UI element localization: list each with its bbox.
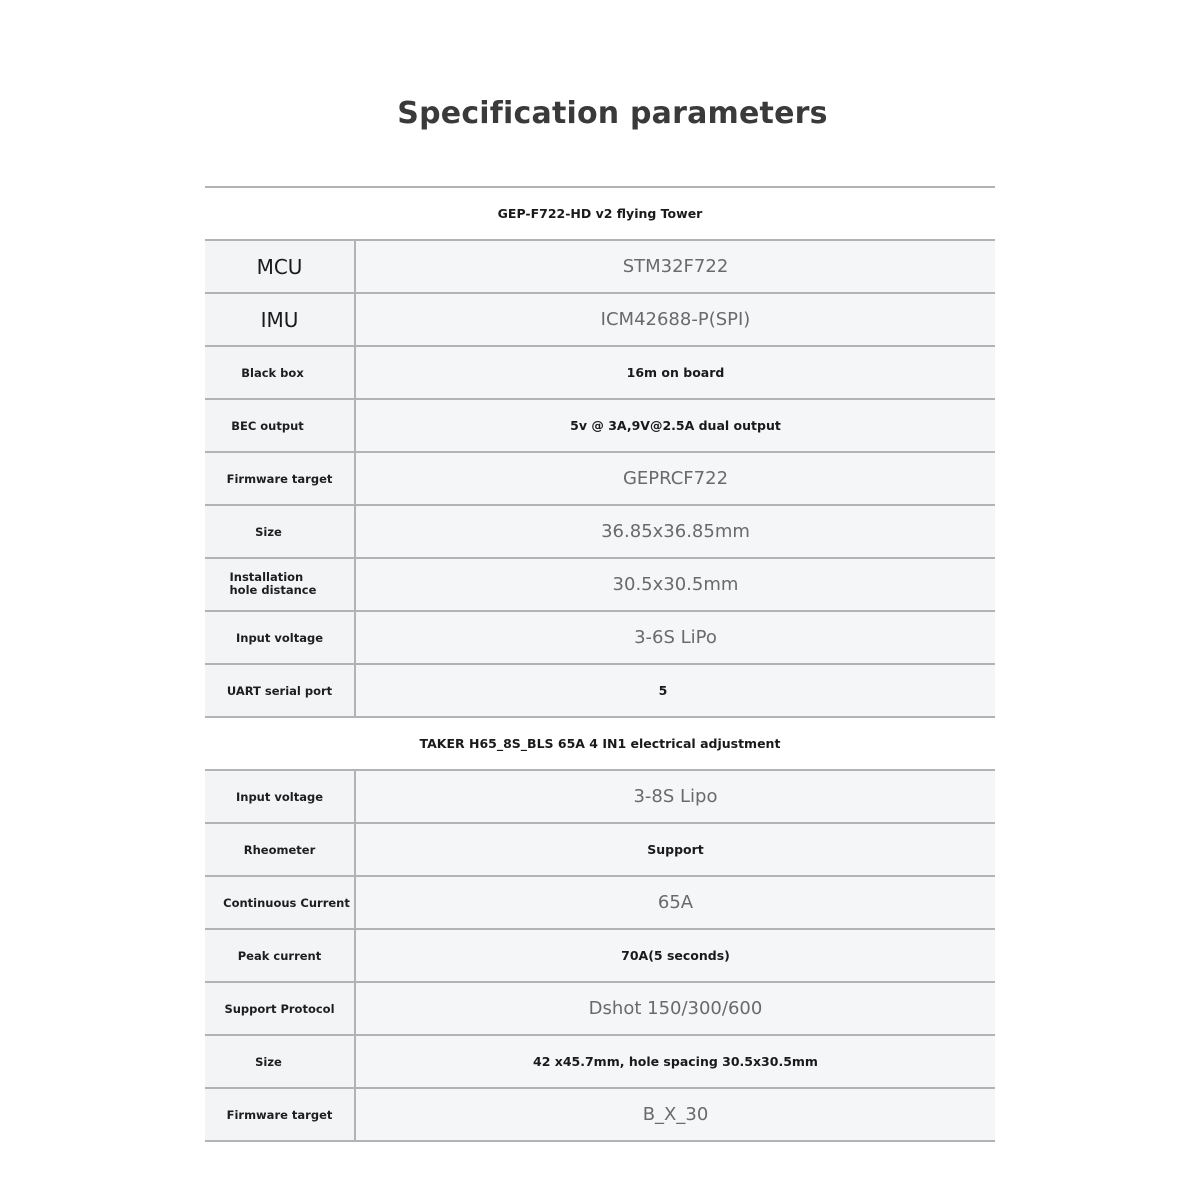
table-row-esc-input-voltage [205,770,995,823]
table-row-firmware-target [205,452,995,505]
table-row-input-voltage [205,611,995,664]
page-title: Specification parameters [397,96,828,131]
row-value: 3-6S LiPo [634,627,717,648]
row-value: 5v @ 3A,9V@2.5A dual output [570,417,781,433]
spec-table [205,186,995,1142]
row-label: Installation hole distance [229,569,317,597]
row-label: Input voltage [235,789,323,804]
row-label: Size [255,1054,282,1069]
row-value: 16m on board [626,364,725,380]
row-value: Dshot 150/300/600 [588,998,763,1019]
section-title: TAKER H65_8S_BLS 65A 4 IN1 electrical adjustment [205,717,995,770]
table-row-black-box [205,346,995,399]
table-row-mcu [205,240,995,293]
table-row-esc-firmware-target [205,1088,995,1141]
row-label: Size [255,524,282,539]
table-row-imu [205,293,995,346]
row-label: IMU [260,307,299,332]
row-label: Continuous Current [223,895,350,910]
row-value: 70A(5 seconds) [621,947,730,963]
row-label: Support Protocol [224,1001,335,1016]
row-value: 36.85x36.85mm [601,521,750,542]
table-row-size [205,505,995,558]
row-label: Peak current [237,948,322,963]
table-row-rheometer [205,823,995,876]
row-label: BEC output [231,418,304,433]
row-value: 3-8S Lipo [633,786,718,807]
table-row-esc-size [205,1035,995,1088]
table-row-uart-serial-port [205,664,995,717]
row-value: STM32F722 [622,256,729,277]
row-label: UART serial port [226,683,333,698]
row-value: B_X_30 [642,1104,709,1125]
row-label: Firmware target [226,1107,333,1122]
row-label: Firmware target [226,471,333,486]
row-label: Input voltage [235,630,323,645]
row-label: Rheometer [243,842,316,857]
table-row-support-protocol [205,982,995,1035]
table-row-bec-output [205,399,995,452]
row-value: 65A [657,892,694,913]
table-row-continuous-current [205,876,995,929]
row-value: ICM42688-P(SPI) [600,309,751,330]
section-header-esc [205,717,995,770]
section-title: GEP-F722-HD v2 flying Tower [205,188,995,240]
row-value: 30.5x30.5mm [612,574,739,595]
row-value: GEPRCF722 [622,468,729,489]
table-row-installation-hole-distance [205,558,995,611]
row-value: 5 [658,682,668,698]
row-value: Support [647,841,704,857]
table-row-peak-current [205,929,995,982]
row-label: Black box [241,365,304,380]
section-header-flight-controller [205,188,995,240]
row-value: 42 x45.7mm, hole spacing 30.5x30.5mm [533,1053,818,1069]
row-label: MCU [256,254,303,279]
